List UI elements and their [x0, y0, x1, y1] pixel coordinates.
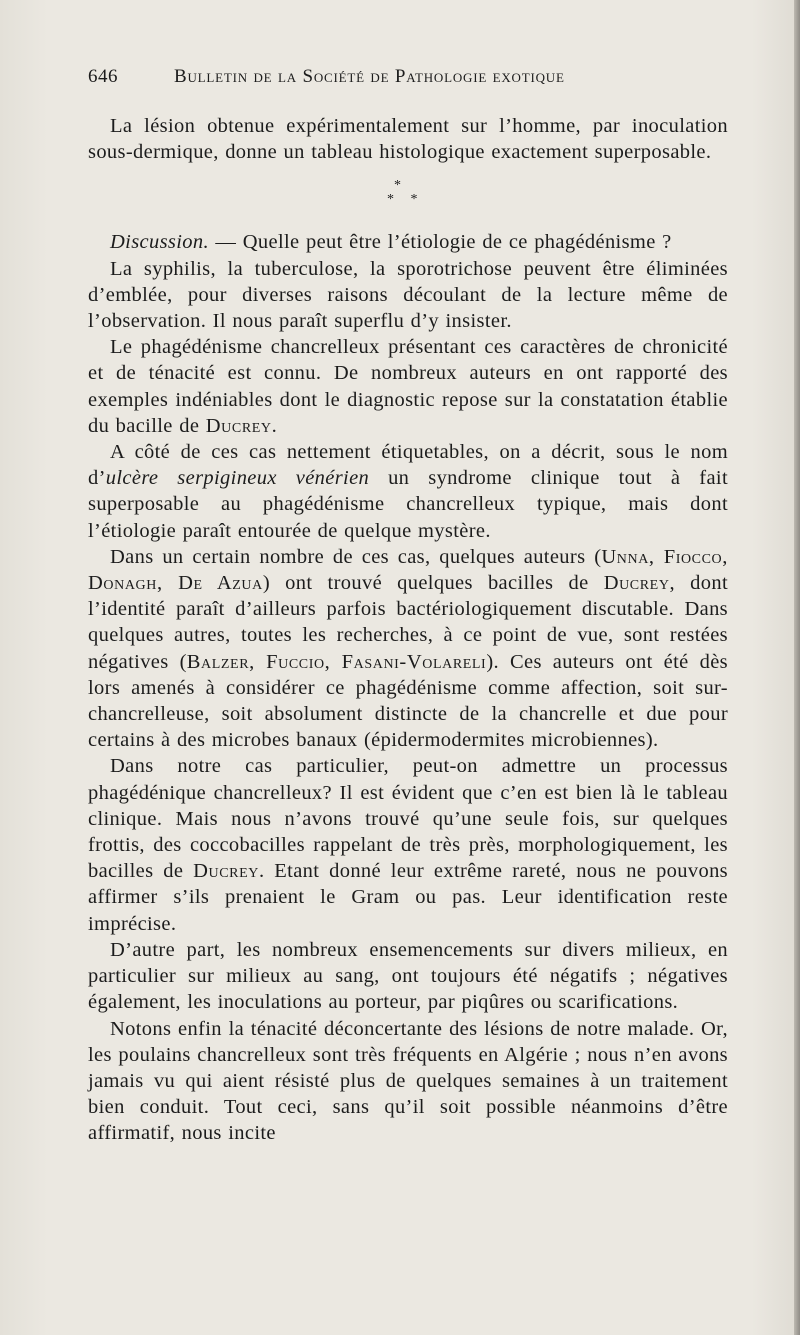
paragraph-tenacite: Notons enfin la ténacité déconcertante des lésions de notre malade. Or, les poulains chancrelleux sont très fréquents en Algérie ; nous n’en avons jamais vu qui aient résisté plus de quelques semaines à un traitement bien conduit. Tout ceci, sans qu’il soit possible néanmoins d’être affirmatif, nous incite: [88, 1017, 728, 1145]
paragraph-syphilis: La syphilis, la tuberculose, la sporotrichose peuvent être éliminées d’emblée, pour diverses raisons découlant de la lecture même de l’observation. Il nous paraît superflu d’y insister.: [88, 257, 728, 333]
author-names: Unna, Fiocco, Donagh, De Azua: [88, 545, 728, 595]
discussion-question: — Quelle peut être l’étiologie de ce phagédénisme ?: [208, 231, 672, 254]
text-run: ) ont trouvé quelques bacilles de: [262, 572, 604, 595]
paragraph-auteurs: [88, 544, 728, 754]
text-run: . Etant donné leur extrême rareté, nous ne pouvons affirmer s’ils prenaient le Gram ou pas. Leur identification reste imprécise.: [88, 860, 728, 935]
text-run: ). Ces auteurs ont été dès lors amenés à considérer ce phagédénisme comme affection, soit sur-chancrelleuse, soit absolument distincte de la chancrelle et due pour certains à des microbes banaux (épidermodermites microbiennes).: [88, 650, 728, 752]
text-run: un syndrome clinique tout à fait superposable au phagédénisme chancrelleux typique, mais dont l’étiologie paraît entourée de quelque mystère.: [88, 467, 728, 542]
paragraph-phagedenisme: [88, 334, 728, 439]
author-name: Ducrey: [205, 414, 272, 437]
page-edge-shadow: [794, 0, 800, 1335]
paragraph-cas-particulier: [88, 753, 728, 936]
author-name: Ducrey: [193, 860, 259, 883]
text-run: .: [271, 414, 278, 437]
paragraph-ensemencements: D’autre part, les nombreux ensemencements sur divers milieux, en particulier sur milieux au sang, ont toujours été négatifs ; négatives également, les inoculations au porteur, par piqûres ou scarifications.: [88, 938, 728, 1014]
paragraph-discussion: [88, 229, 728, 255]
paragraph-lesion: La lésion obtenue expérimentalement sur l’homme, par inoculation sous-dermique, donne un tableau histologique exactement superposable.: [88, 115, 728, 164]
author-names: Balzer, Fuccio, Fasani-Volareli: [186, 650, 487, 673]
asterism-top: *: [394, 178, 402, 194]
asterism-separator: [88, 171, 728, 229]
page-number: 646: [88, 66, 118, 87]
page-header: [88, 66, 728, 94]
text-run: A côté de ces cas nettement étiquetables, on a décrit, sous le nom d’: [88, 441, 728, 490]
asterism-bottom: * *: [387, 192, 424, 208]
text-run: Dans un certain nombre de ces cas, quelques auteurs (: [110, 545, 602, 568]
body-text: [88, 113, 728, 1147]
text-run: Le phagédénisme chancrelleux présentant ces caractères de chronicité et de ténacité est connu. De nombreux auteurs en ont rapporté des exemples indéniables dont le diagnostic repose sur la constatation établie du bacille de: [88, 336, 728, 437]
text-run: Dans notre cas particulier, peut-on admettre un processus phagédénique chancrelleux? Il est évident que c’en est bien là le tableau clinique. Mais nous n’avons trouvé qu’une seule fois, sur quelques frottis, des coccobacilles rappelant de très près, morphologiquement, les bacilles de: [88, 755, 728, 883]
italic-term: ulcère serpigineux vénérien: [105, 467, 370, 490]
text-run: , dont l’identité paraît d’ailleurs parfois bactériologiquement discutable. Dans quelques autres, toutes les recherches, à ce point de vue, sont restées négatives (: [88, 572, 729, 673]
running-head: Bulletin de la Société de Pathologie exotique: [174, 66, 565, 87]
discussion-label: Discussion.: [110, 231, 209, 254]
author-name: Ducrey: [603, 572, 670, 595]
paragraph-ulcere: [88, 439, 728, 544]
